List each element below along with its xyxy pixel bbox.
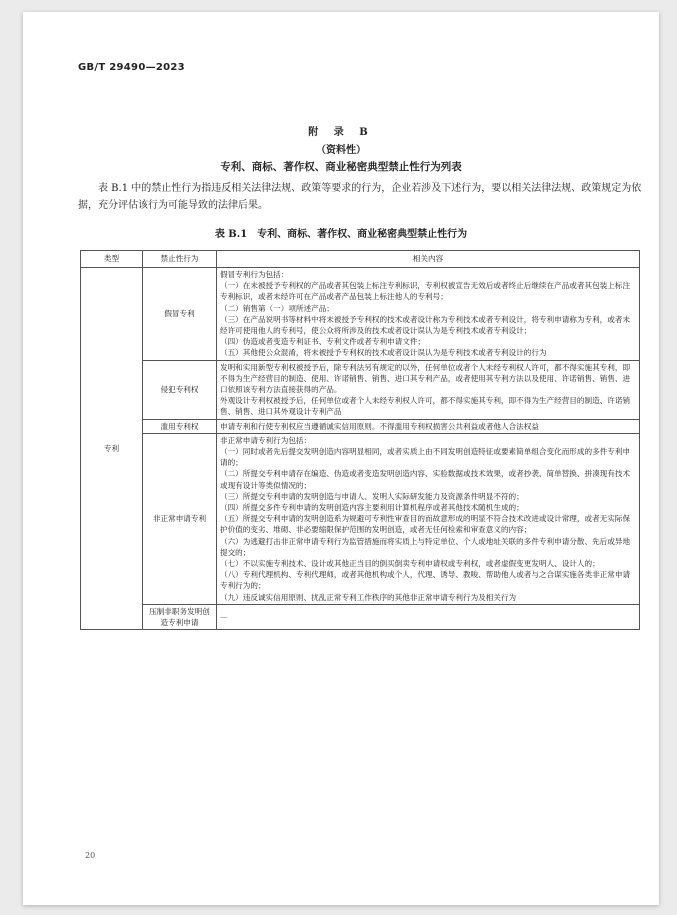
table-header-row xyxy=(81,251,640,268)
header-behavior: 禁止性行为 xyxy=(143,251,217,268)
header-type: 类型 xyxy=(81,251,143,268)
appendix-heading: 专利、商标、著作权、商业秘密典型禁止性行为列表 xyxy=(220,161,462,173)
content-line: 申请专利和行使专利权应当遵循诚实信用原则。不得滥用专利权损害公共利益或者他人合法权益 xyxy=(220,421,539,431)
content-line: 假冒专利行为包括： xyxy=(220,270,289,279)
behavior-cell: 非正常申请专利 xyxy=(143,433,217,604)
behavior-cell: 压制非职务发明创造专利申请 xyxy=(143,604,217,629)
content-line: （五）其他使公众混淆，将未被授予专利权的技术或者设计误认为是专利技术或者专利设计的行为 xyxy=(220,348,547,358)
content-line: （七）不以实施专利技术、设计或其他正当目的倒买倒卖专利申请权或专利权，或者虚假变更发明人、设计人的； xyxy=(220,559,600,569)
page-number: 20 xyxy=(85,851,96,860)
prohibited-behavior-table xyxy=(80,250,640,630)
content-cell xyxy=(217,433,640,604)
content-line: （二）销售第（一）项所述产品； xyxy=(220,303,334,313)
appendix-nature: （资料性） xyxy=(316,145,366,156)
content-line: — xyxy=(220,612,228,622)
appendix-title: 附 录 B xyxy=(308,127,374,138)
table-caption: 表 B.1 专利、商标、著作权、商业秘密典型禁止性行为 xyxy=(214,229,468,240)
content-cell xyxy=(217,360,640,419)
content-line: 非正常申请专利行为包括： xyxy=(220,435,312,445)
content-cell xyxy=(217,419,640,433)
standard-number: GB/T 29490—2023 xyxy=(78,62,185,73)
table-row xyxy=(81,604,640,629)
header-content: 相关内容 xyxy=(217,251,640,268)
content-line: （一）在未被授予专利权的产品或者其包装上标注专利标识，专利权被宣告无效后或者终止后继续在产品或者其包装上标注专利标识，或者未经许可在产品或者产品包装上标注他人的专利号； xyxy=(220,281,631,302)
table-row xyxy=(81,433,640,604)
category-cell: 专利 xyxy=(81,268,143,630)
content-line: （一）同时或者先后提交发明创造内容明显相同，或者实质上由不同发明创造特征或要素简单组合变化而形成的多件专利申请的； xyxy=(220,447,631,468)
intro-paragraph: 表 B.1 中的禁止性行为指违反相关法律法规、政策等要求的行为，企业若涉及下述行为，要以相关法律法规、政策规定为依据，充分评估该行为可能导致的法律后果。 xyxy=(78,183,642,211)
table-row xyxy=(81,360,640,419)
content-line: 发明和实用新型专利权被授予后，除专利法另有规定的以外，任何单位或者个人未经专利权人许可，都不得实施其专利，即不得为生产经营目的制造、使用、许诺销售、销售、进口其专利产品，或者使用其专利方法以及使用、许诺销售、销售、进口依照该专利方法直接获得的产品。 xyxy=(220,362,631,395)
content-line: （四）所提交多件专利申请的发明创造内容主要利用计算机程序或者其他技术随机生成的； xyxy=(220,503,524,513)
behavior-cell: 滥用专利权 xyxy=(143,419,217,433)
content-line: （五）所提交专利申请的发明创造系为规避可专利性审查目的而故意形成的明显不符合技术改进或设计常理，或者无实际保护价值的变劣、堆砌、非必要缩限保护范围的发明创造，或者无任何检索和审查意义的内容； xyxy=(220,514,631,535)
behavior-cell: 侵犯专利权 xyxy=(143,360,217,419)
content-line: （四）伪造或者变造专利证书、专利文件或者专利申请文件； xyxy=(220,337,426,347)
content-line: （二）所提交专利申请存在编造、伪造或者变造发明创造内容、实验数据或技术效果，或者抄袭、简单替换、拼凑现有技术或现有设计等类似情况的； xyxy=(220,469,631,490)
content-line: （六）为逃避打击非正常申请专利行为监管措施而将实质上与特定单位、个人或地址关联的多件专利申请分散、先后或异地提交的； xyxy=(220,536,631,557)
behavior-cell: 假冒专利 xyxy=(143,268,217,361)
document-page xyxy=(23,12,659,905)
content-line: 外观设计专利权被授予后，任何单位或者个人未经专利权人许可，都不得实施其专利，即不得为生产经营目的制造、许诺销售、销售、进口其外观设计专利产品 xyxy=(220,396,631,417)
content-line: （九）违反诚实信用原则、扰乱正常专利工作秩序的其他非正常申请专利行为及相关行为 xyxy=(220,592,517,602)
content-line: （三）所提交专利申请的发明创造与申请人、发明人实际研发能力及资源条件明显不符的； xyxy=(220,491,524,501)
content-line: （八）专利代理机构、专利代理师，或者其他机构或个人，代理、诱导、教唆、帮助他人或者与之合谋实施各类非正常申请专利行为的； xyxy=(220,570,631,591)
table-row xyxy=(81,419,640,433)
table-row xyxy=(81,268,640,361)
content-cell xyxy=(217,604,640,629)
content-cell xyxy=(217,268,640,361)
content-line: （三）在产品说明书等材料中将未被授予专利权的技术或者设计称为专利技术或者专利设计，将专利申请称为专利，或者未经许可使用他人的专利号，使公众将所涉及的技术或者设计误认为是专利技术或者专利设计； xyxy=(220,314,631,336)
